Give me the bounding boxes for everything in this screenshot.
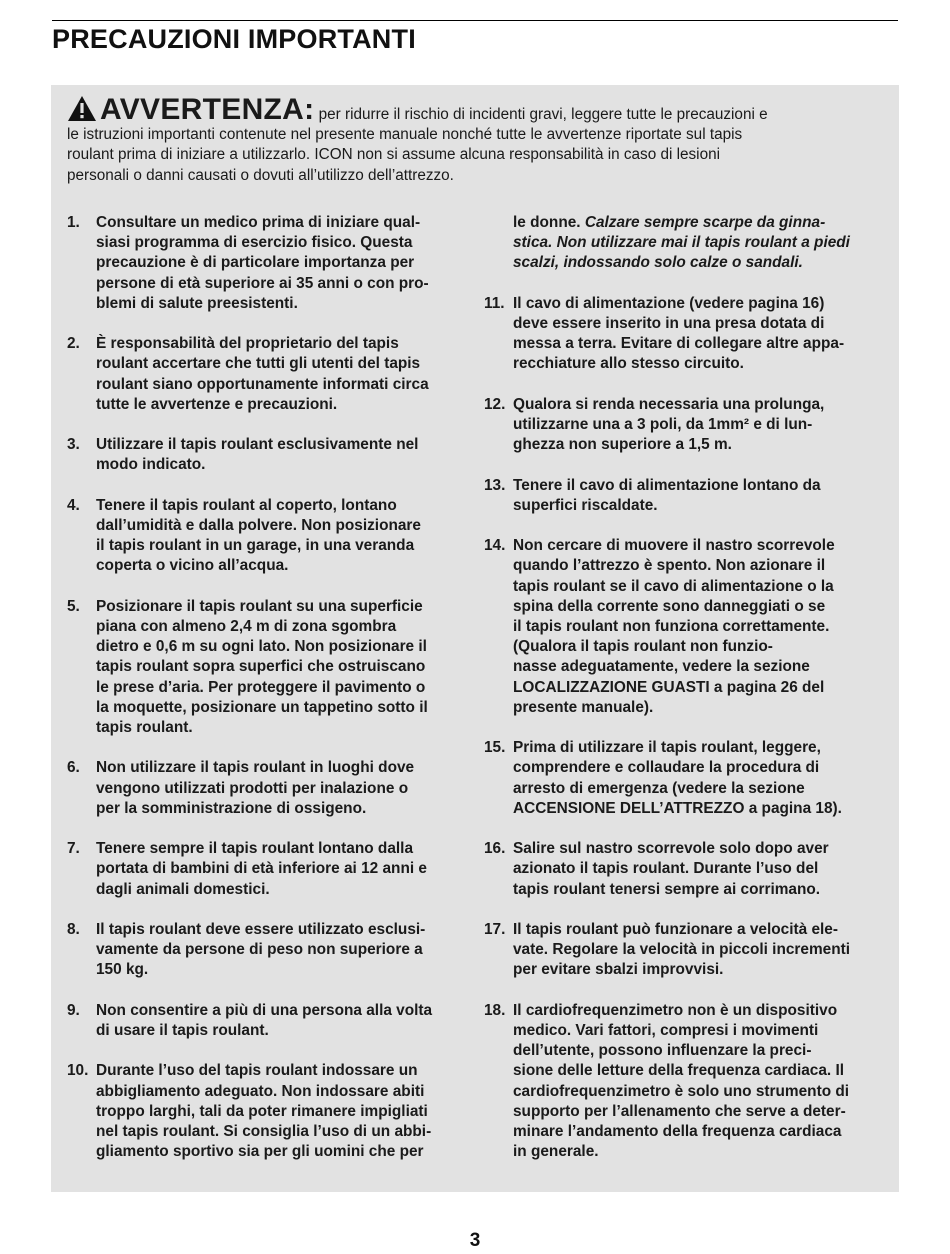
list-item (67, 213, 467, 314)
item-text: Il cavo di alimentazione (vedere pagina 16) deve essere inserito in una presa dotata di messa a terra. Evitare di collegare altre appa- recchiature allo stesso circuito. (513, 294, 845, 373)
item-number: 16. (484, 840, 506, 858)
left-column (67, 213, 467, 1183)
item-number: 9. (67, 1001, 80, 1019)
list-item (484, 536, 884, 718)
item-text: Prima di utilizzare il tapis roulant, leggere, comprendere e collaudare la procedura di arresto di emergenza (vedere la sezione ACCENSIONE DELL’ATTREZZO a pagina 18). (513, 739, 842, 817)
item-number: 13. (484, 476, 506, 494)
item-number: 12. (484, 395, 506, 413)
continuation-plain: le donne. (513, 214, 585, 231)
item-number: 7. (67, 840, 80, 858)
warning-text-rest: le istruzioni importanti contenute nel presente manuale nonché tutte le avvertenze riportate sul tapis roulant prima di iniziare a utilizzarlo. ICON non si assume alcuna responsabilità in caso di lesioni personali o danni causati o dovuti all’utilizzo dell’attrezzo. (67, 126, 743, 184)
list-item (484, 294, 884, 375)
item-number: 14. (484, 537, 506, 555)
warning-triangle-icon (67, 95, 97, 122)
item-text: Durante l’uso del tapis roulant indossare un abbigliamento adeguato. Non indossare abiti troppo larghi, tali da poter rimanere impigliati nel tapis roulant. Si consiglia l’uso di un abbi- gliamento sportivo sia per gli uomini che per (96, 1062, 432, 1161)
list-item (67, 839, 467, 900)
list-item (484, 839, 884, 900)
list-item (484, 395, 884, 456)
page-number: 3 (469, 1230, 481, 1251)
warning-heading: AVVERTENZA: (100, 93, 315, 126)
item-text: Non cercare di muovere il nastro scorrevole quando l’attrezzo è spento. Non azionare il tapis roulant se il cavo di alimentazione o la spina della corrente sono danneggiati o se il tapis roulant non funziona correttamente. (Qualora il tapis roulant non funzio- nasse adeguatamente, vedere la sezione LOCALIZZAZIONE GUASTI a pagina 26 del presente manuale). (513, 537, 835, 716)
item-text: Tenere il cavo di alimentazione lontano da superfici riscaldate. (513, 476, 821, 514)
item-number: 10. (67, 1062, 89, 1080)
item-number: 5. (67, 597, 80, 615)
item-number: 17. (484, 921, 506, 938)
item-number: 11. (484, 294, 505, 312)
item-number: 15. (484, 739, 506, 757)
item-text: Tenere il tapis roulant al coperto, lontano dall’umidità e dalla polvere. Non posizionare il tapis roulant in un garage, in una veranda coperta o vicino all’acqua. (96, 496, 421, 575)
item-text: Posizionare il tapis roulant su una superficie piana con almeno 2,4 m di zona sgombra dietro e 0,6 m su ogni lato. Non posizionare il tapis roulant sopra superfici che ostruiscano le prese d’aria. Per proteggere il pavimento o la moquette, posizionare un tappetino sotto il tapis roulant. (96, 597, 428, 737)
item-text: Utilizzare il tapis roulant esclusivamente nel modo indicato. (96, 436, 419, 474)
item-text: Il tapis roulant può funzionare a velocità ele- vate. Regolare la velocità in piccoli incrementi per evitare sbalzi improvvisi. (513, 921, 851, 979)
item-number: 18. (484, 1001, 506, 1019)
item-text: Non consentire a più di una persona alla volta di usare il tapis roulant. (96, 1001, 433, 1039)
list-item (67, 496, 467, 577)
top-rule (52, 20, 898, 21)
item-text: Non utilizzare il tapis roulant in luoghi dove vengono utilizzati prodotti per inalazione o per la somministrazione di ossigeno. (96, 759, 415, 817)
item-text: Salire sul nastro scorrevole solo dopo aver azionato il tapis roulant. Durante l’uso del tapis roulant tenersi sempre ai corrimano. (513, 840, 829, 898)
list-item (67, 334, 467, 415)
item-number: 2. (67, 335, 80, 353)
list-item (484, 920, 884, 981)
item-text: Tenere sempre il tapis roulant lontano dalla portata di bambini di età inferiore ai 12 anni e dagli animali domestici. (96, 840, 427, 898)
item-text: Il cardiofrequenzimetro non è un dispositivo medico. Vari fattori, compresi i movimenti dell’utente, possono influenzare la preci- sione delle letture della frequenza cardiaca. Il cardiofrequenzimetro è solo uno strumento di supporto per l’allenamento che serve a deter- minare l’andamento della frequenza cardiaca in generale. (513, 1001, 850, 1161)
item-text: Il tapis roulant deve essere utilizzato esclusi- vamente da persone di peso non superiore a 150 kg. (96, 921, 426, 979)
warning-text-line1: per ridurre il rischio di incidenti gravi, leggere tutte le precauzioni e (318, 106, 768, 123)
item-number: 6. (67, 759, 80, 777)
item-text: Qualora si renda necessaria una prolunga, utilizzarne una a 3 poli, da 1mm² e di lun- ghezza non superiore a 1,5 m. (513, 395, 825, 454)
item-text: È responsabilità del proprietario del tapis roulant accertare che tutti gli utenti del tapis roulant siano opportunamente informati circa tutte le avvertenze e precauzioni. (96, 335, 429, 413)
item-text: Consultare un medico prima di iniziare qual- siasi programma di esercizio fisico. Questa precauzione è di particolare importanza per persone di età superiore ai 35 anni o con pro- blemi di salute preesistenti. (96, 214, 429, 312)
warning-paragraph (67, 95, 883, 186)
list-item (484, 738, 884, 819)
list-item (67, 435, 467, 475)
continuation-italic: Calzare sempre scarpe da ginna- stica. Non utilizzare mai il tapis roulant a piedi scalzi, indossando solo calze o sandali. (513, 214, 850, 272)
list-item (67, 597, 467, 738)
list-item (67, 1001, 467, 1041)
list-item (67, 920, 467, 981)
list-item (484, 1001, 884, 1163)
item-number: 3. (67, 436, 80, 454)
list-item (67, 758, 467, 819)
item-number: 4. (67, 496, 80, 514)
list-item (67, 1061, 467, 1162)
warning-header (67, 93, 768, 126)
item-number: 8. (67, 921, 80, 938)
item-number: 1. (67, 214, 80, 231)
page-title: PRECAUZIONI IMPORTANTI (52, 24, 416, 54)
right-column (484, 213, 884, 1183)
item-10-continuation (513, 213, 884, 274)
precautions-panel (51, 85, 899, 1192)
list-item (484, 476, 884, 516)
